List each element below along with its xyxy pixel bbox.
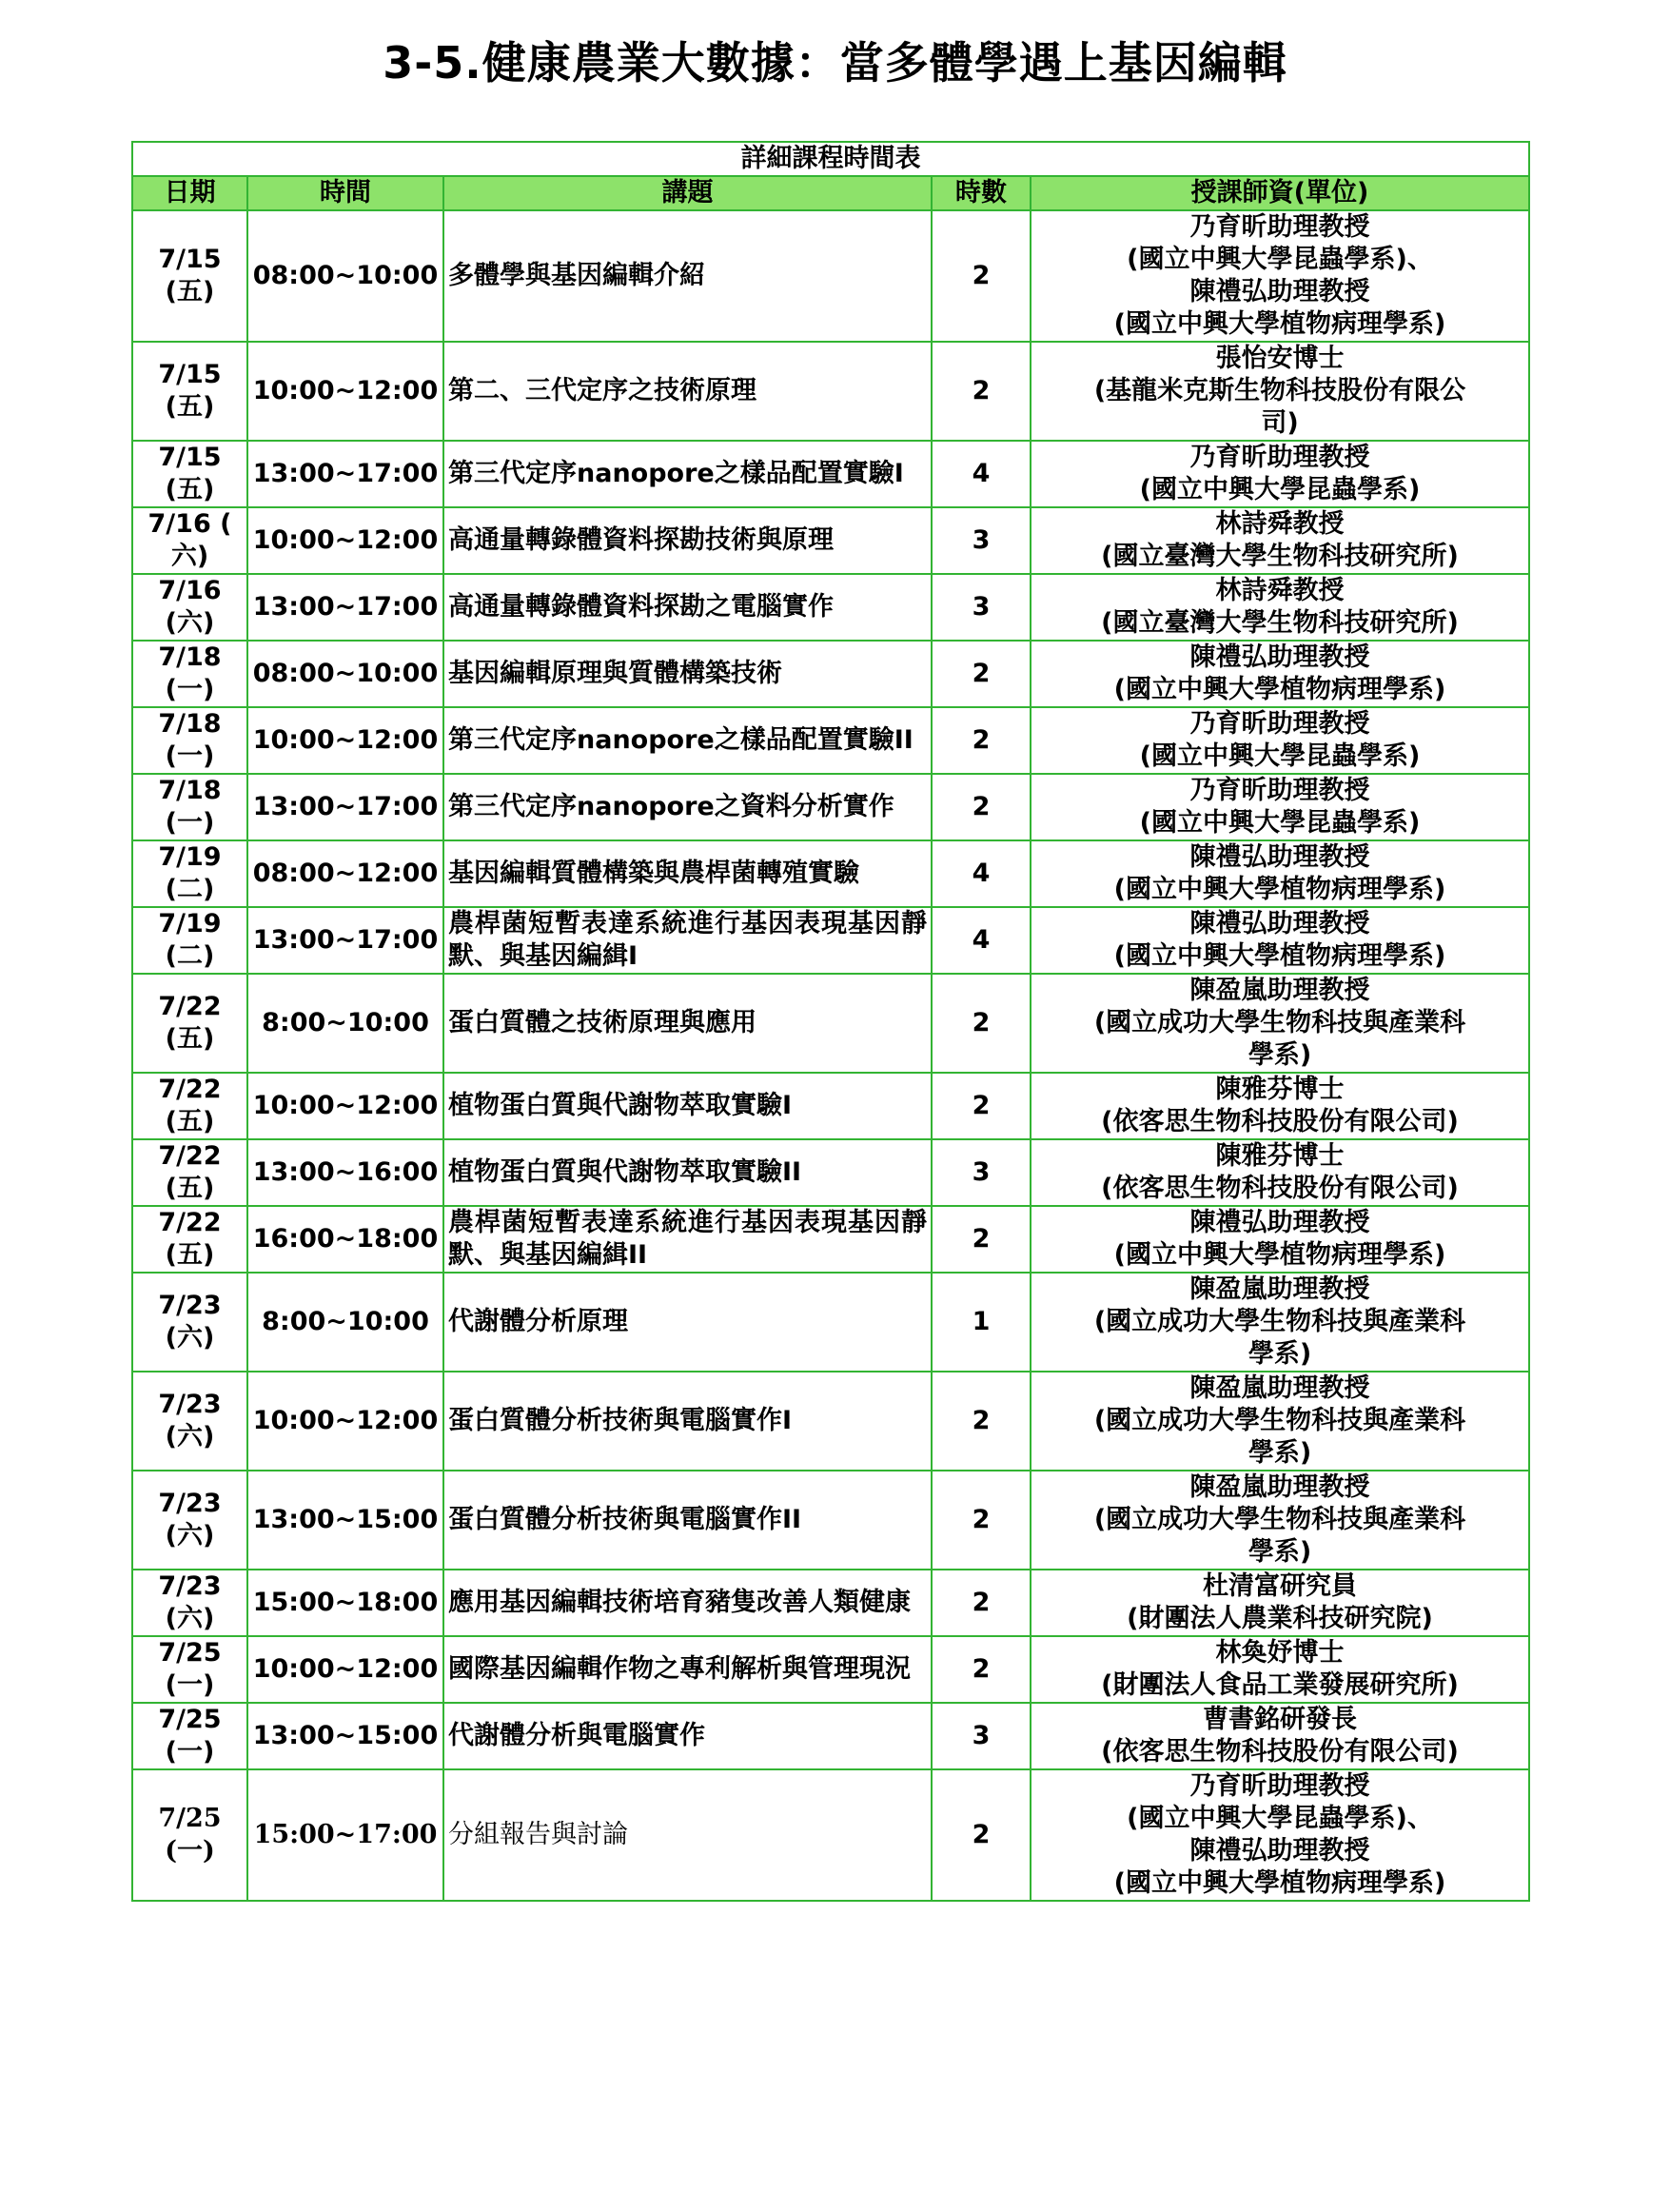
cell-topic: 植物蛋白質與代謝物萃取實驗II [443, 1139, 932, 1206]
cell-date [132, 1703, 247, 1769]
header-time: 時間 [247, 176, 443, 210]
cell-topic: 第三代定序nanopore之樣品配置實驗I [443, 441, 932, 507]
teacher-line: 乃育昕助理教授 [1189, 443, 1370, 472]
cell-time: 08:00~10:00 [247, 641, 443, 707]
header-hours: 時數 [932, 176, 1031, 210]
cell-time: 15:00~17:00 [247, 1769, 443, 1901]
cell-time: 10:00~12:00 [247, 1073, 443, 1139]
teacher-line: 陳盈嵐助理教授 [1189, 976, 1370, 1005]
cell-teacher [1031, 507, 1529, 574]
teacher-line: 學系) [1248, 1040, 1312, 1070]
cell-teacher [1031, 974, 1529, 1073]
date-line: 7/22 [158, 1075, 222, 1104]
cell-teacher [1031, 210, 1529, 342]
teacher-line: (國立臺灣大學生物科技研究所) [1101, 542, 1459, 571]
table-row [132, 1139, 1529, 1206]
cell-hours: 2 [932, 1372, 1031, 1471]
cell-topic: 植物蛋白質與代謝物萃取實驗I [443, 1073, 932, 1139]
date-line: (五) [165, 1107, 215, 1136]
cell-topic: 蛋白質體之技術原理與應用 [443, 974, 932, 1073]
teacher-line: (國立中興大學植物病理學系) [1113, 941, 1446, 971]
cell-date [132, 1139, 247, 1206]
date-line: (六) [165, 608, 215, 638]
teacher-line: 學系) [1248, 1537, 1312, 1567]
cell-time: 10:00~12:00 [247, 1372, 443, 1471]
teacher-line: (國立中興大學植物病理學系) [1113, 309, 1446, 339]
teacher-line: 乃育昕助理教授 [1189, 1771, 1370, 1801]
cell-time: 13:00~17:00 [247, 907, 443, 974]
table-row [132, 342, 1529, 441]
cell-hours: 2 [932, 1636, 1031, 1703]
teacher-line: 陳盈嵐助理教授 [1189, 1274, 1370, 1304]
teacher-line: (國立中興大學植物病理學系) [1113, 675, 1446, 704]
teacher-line: (國立中興大學昆蟲學系) [1139, 741, 1421, 771]
cell-time: 13:00~15:00 [247, 1471, 443, 1570]
cell-teacher [1031, 1636, 1529, 1703]
cell-teacher [1031, 1073, 1529, 1139]
table-row [132, 1570, 1529, 1636]
table-row [132, 1703, 1529, 1769]
table-row [132, 1206, 1529, 1273]
teacher-line: 陳禮弘助理教授 [1189, 277, 1370, 306]
cell-topic: 基因編輯原理與質體構築技術 [443, 641, 932, 707]
teacher-line: 司) [1261, 408, 1299, 438]
date-line: (六) [165, 1323, 215, 1353]
date-line: 7/22 [158, 1208, 222, 1237]
cell-hours: 2 [932, 1073, 1031, 1139]
cell-topic: 第三代定序nanopore之資料分析實作 [443, 774, 932, 840]
cell-date [132, 1636, 247, 1703]
cell-time: 13:00~17:00 [247, 441, 443, 507]
teacher-line: 陳禮弘助理教授 [1189, 842, 1370, 872]
cell-hours: 2 [932, 774, 1031, 840]
course-schedule-table [131, 141, 1530, 1902]
cell-hours: 2 [932, 1769, 1031, 1901]
cell-hours: 4 [932, 840, 1031, 907]
cell-topic: 應用基因編輯技術培育豬隻改善人類健康 [443, 1570, 932, 1636]
date-line: 7/15 [158, 360, 222, 389]
table-row [132, 1636, 1529, 1703]
cell-hours: 2 [932, 641, 1031, 707]
cell-teacher [1031, 1139, 1529, 1206]
date-line: (五) [165, 1174, 215, 1203]
date-line: (一) [165, 1836, 215, 1866]
date-line: 7/15 [158, 443, 222, 472]
date-line: 7/16 [158, 576, 222, 605]
cell-date [132, 1372, 247, 1471]
date-line: 7/23 [158, 1390, 222, 1419]
teacher-line: 陳盈嵐助理教授 [1189, 1373, 1370, 1403]
date-line: 7/25 [158, 1638, 222, 1668]
cell-topic: 蛋白質體分析技術與電腦實作II [443, 1471, 932, 1570]
cell-time: 16:00~18:00 [247, 1206, 443, 1273]
cell-date [132, 974, 247, 1073]
cell-topic: 蛋白質體分析技術與電腦實作I [443, 1372, 932, 1471]
cell-time: 10:00~12:00 [247, 507, 443, 574]
teacher-line: 乃育昕助理教授 [1189, 212, 1370, 242]
date-line: 7/19 [158, 842, 222, 872]
date-line: 7/18 [158, 642, 222, 672]
teacher-line: 乃育昕助理教授 [1189, 709, 1370, 739]
cell-date [132, 1206, 247, 1273]
cell-topic: 農桿菌短暫表達系統進行基因表現基因靜默、與基因編緝II [443, 1206, 932, 1273]
teacher-line: 林詩舜教授 [1215, 509, 1345, 539]
table-row [132, 641, 1529, 707]
teacher-line: 曹書銘研發長 [1203, 1705, 1357, 1734]
cell-time: 10:00~12:00 [247, 342, 443, 441]
date-line: (二) [165, 875, 215, 904]
cell-hours: 3 [932, 574, 1031, 641]
teacher-line: (國立中興大學植物病理學系) [1113, 1240, 1446, 1270]
cell-teacher [1031, 1570, 1529, 1636]
table-row [132, 1372, 1529, 1471]
teacher-line: (國立臺灣大學生物科技研究所) [1101, 608, 1459, 638]
table-header-row [132, 176, 1529, 210]
date-line: (一) [165, 1670, 215, 1700]
date-line: (六) [165, 1422, 215, 1452]
date-line: (五) [165, 475, 215, 504]
date-line: (五) [165, 1024, 215, 1054]
cell-date [132, 1471, 247, 1570]
cell-date [132, 1273, 247, 1372]
teacher-line: 陳雅芬博士 [1215, 1141, 1345, 1171]
cell-date [132, 1570, 247, 1636]
teacher-line: 學系) [1248, 1438, 1312, 1468]
cell-teacher [1031, 441, 1529, 507]
teacher-line: (國立中興大學植物病理學系) [1113, 875, 1446, 904]
teacher-line: (財團法人食品工業發展研究所) [1101, 1670, 1459, 1700]
cell-time: 08:00~10:00 [247, 210, 443, 342]
cell-time: 13:00~17:00 [247, 774, 443, 840]
teacher-line: 林詩舜教授 [1215, 576, 1345, 605]
cell-topic: 多體學與基因編輯介紹 [443, 210, 932, 342]
cell-teacher [1031, 1769, 1529, 1901]
date-line: 7/22 [158, 992, 222, 1021]
date-line: 7/25 [158, 1804, 222, 1833]
teacher-line: (國立成功大學生物科技與產業科 [1093, 1406, 1466, 1435]
teacher-line: 乃育昕助理教授 [1189, 776, 1370, 805]
cell-hours: 2 [932, 342, 1031, 441]
cell-time: 8:00~10:00 [247, 974, 443, 1073]
cell-topic: 國際基因編輯作物之專利解析與管理現況 [443, 1636, 932, 1703]
cell-time: 13:00~17:00 [247, 574, 443, 641]
teacher-line: 陳禮弘助理教授 [1189, 909, 1370, 938]
table-row [132, 1471, 1529, 1570]
cell-time: 15:00~18:00 [247, 1570, 443, 1636]
cell-date [132, 507, 247, 574]
teacher-line: 陳雅芬博士 [1215, 1075, 1345, 1104]
date-line: 7/23 [158, 1571, 222, 1601]
cell-topic: 基因編輯質體構築與農桿菌轉殖實驗 [443, 840, 932, 907]
date-line: 7/22 [158, 1141, 222, 1171]
table-row [132, 1073, 1529, 1139]
cell-date [132, 1769, 247, 1901]
cell-topic: 高通量轉錄體資料探勘之電腦實作 [443, 574, 932, 641]
teacher-line: 陳禮弘助理教授 [1189, 1208, 1370, 1237]
table-caption-row [132, 142, 1529, 176]
date-line: (五) [165, 277, 215, 306]
date-line: (五) [165, 392, 215, 422]
teacher-line: (國立中興大學昆蟲學系) [1139, 808, 1421, 838]
teacher-line: (依客思生物科技股份有限公司) [1101, 1737, 1459, 1767]
cell-topic: 高通量轉錄體資料探勘技術與原理 [443, 507, 932, 574]
date-line: 7/23 [158, 1291, 222, 1320]
cell-hours: 2 [932, 1206, 1031, 1273]
cell-teacher [1031, 1471, 1529, 1570]
cell-date [132, 774, 247, 840]
date-line: (六) [165, 1604, 215, 1633]
teacher-line: (國立成功大學生物科技與產業科 [1093, 1008, 1466, 1037]
teacher-line: (國立中興大學昆蟲學系)、 [1127, 245, 1433, 274]
teacher-line: (基龍米克斯生物科技股份有限公 [1093, 376, 1466, 405]
teacher-line: 陳禮弘助理教授 [1189, 1836, 1370, 1866]
cell-hours: 4 [932, 441, 1031, 507]
cell-date [132, 210, 247, 342]
teacher-line: (國立成功大學生物科技與產業科 [1093, 1307, 1466, 1336]
table-row [132, 441, 1529, 507]
teacher-line: (依客思生物科技股份有限公司) [1101, 1107, 1459, 1136]
date-line: (六) [165, 1521, 215, 1550]
table-row [132, 707, 1529, 774]
date-line: (一) [165, 808, 215, 838]
cell-teacher [1031, 1206, 1529, 1273]
table-row [132, 507, 1529, 574]
cell-time: 10:00~12:00 [247, 707, 443, 774]
teacher-line: (國立中興大學昆蟲學系)、 [1127, 1804, 1433, 1833]
table-row [132, 774, 1529, 840]
teacher-line: 杜清富研究員 [1203, 1571, 1357, 1601]
cell-teacher [1031, 641, 1529, 707]
teacher-line: 林奐妤博士 [1215, 1638, 1345, 1668]
table-row [132, 1769, 1529, 1901]
teacher-line: 張怡安博士 [1215, 344, 1345, 373]
table-row [132, 574, 1529, 641]
cell-date [132, 342, 247, 441]
cell-hours: 3 [932, 1139, 1031, 1206]
cell-topic: 代謝體分析原理 [443, 1273, 932, 1372]
cell-time: 13:00~16:00 [247, 1139, 443, 1206]
date-line: 六) [170, 542, 209, 571]
cell-hours: 4 [932, 907, 1031, 974]
date-line: (五) [165, 1240, 215, 1270]
date-line: 7/18 [158, 776, 222, 805]
cell-time: 10:00~12:00 [247, 1636, 443, 1703]
cell-teacher [1031, 574, 1529, 641]
cell-time: 13:00~15:00 [247, 1703, 443, 1769]
cell-hours: 2 [932, 210, 1031, 342]
date-line: 7/23 [158, 1489, 222, 1518]
teacher-line: (國立中興大學昆蟲學系) [1139, 475, 1421, 504]
cell-date [132, 641, 247, 707]
teacher-line: 陳盈嵐助理教授 [1189, 1472, 1370, 1502]
cell-topic: 農桿菌短暫表達系統進行基因表現基因靜默、與基因編緝I [443, 907, 932, 974]
header-topic: 講題 [443, 176, 932, 210]
table-row [132, 840, 1529, 907]
teacher-line: 學系) [1248, 1339, 1312, 1369]
date-line: 7/15 [158, 245, 222, 274]
cell-date [132, 1073, 247, 1139]
cell-teacher [1031, 1703, 1529, 1769]
cell-date [132, 840, 247, 907]
cell-topic: 第二、三代定序之技術原理 [443, 342, 932, 441]
teacher-line: (國立成功大學生物科技與產業科 [1093, 1505, 1466, 1534]
cell-teacher [1031, 907, 1529, 974]
teacher-line: (財團法人農業科技研究院) [1127, 1604, 1433, 1633]
table-row [132, 907, 1529, 974]
cell-hours: 2 [932, 1471, 1031, 1570]
page-title: 3-5.健康農業大數據：當多體學遇上基因編輯 [383, 37, 1287, 89]
cell-hours: 2 [932, 974, 1031, 1073]
cell-topic: 代謝體分析與電腦實作 [443, 1703, 932, 1769]
cell-topic: 分組報告與討論 [443, 1769, 932, 1901]
cell-teacher [1031, 342, 1529, 441]
date-line: 7/25 [158, 1705, 222, 1734]
table-row [132, 974, 1529, 1073]
header-teacher: 授課師資(單位) [1031, 176, 1529, 210]
cell-date [132, 574, 247, 641]
date-line: 7/16 ( [147, 509, 232, 539]
table-row [132, 1273, 1529, 1372]
cell-time: 8:00~10:00 [247, 1273, 443, 1372]
date-line: (二) [165, 941, 215, 971]
cell-teacher [1031, 774, 1529, 840]
cell-teacher [1031, 707, 1529, 774]
table-row [132, 210, 1529, 342]
cell-teacher [1031, 840, 1529, 907]
cell-topic: 第三代定序nanopore之樣品配置實驗II [443, 707, 932, 774]
teacher-line: (依客思生物科技股份有限公司) [1101, 1174, 1459, 1203]
header-date: 日期 [132, 176, 247, 210]
cell-hours: 1 [932, 1273, 1031, 1372]
date-line: 7/19 [158, 909, 222, 938]
date-line: (一) [165, 675, 215, 704]
cell-date [132, 441, 247, 507]
cell-teacher [1031, 1273, 1529, 1372]
table-caption: 詳細課程時間表 [132, 142, 1529, 176]
date-line: (一) [165, 1737, 215, 1767]
cell-hours: 2 [932, 707, 1031, 774]
cell-date [132, 907, 247, 974]
cell-hours: 2 [932, 1570, 1031, 1636]
cell-teacher [1031, 1372, 1529, 1471]
cell-hours: 3 [932, 507, 1031, 574]
cell-time: 08:00~12:00 [247, 840, 443, 907]
teacher-line: (國立中興大學植物病理學系) [1113, 1868, 1446, 1898]
date-line: (一) [165, 741, 215, 771]
cell-hours: 3 [932, 1703, 1031, 1769]
teacher-line: 陳禮弘助理教授 [1189, 642, 1370, 672]
cell-date [132, 707, 247, 774]
date-line: 7/18 [158, 709, 222, 739]
